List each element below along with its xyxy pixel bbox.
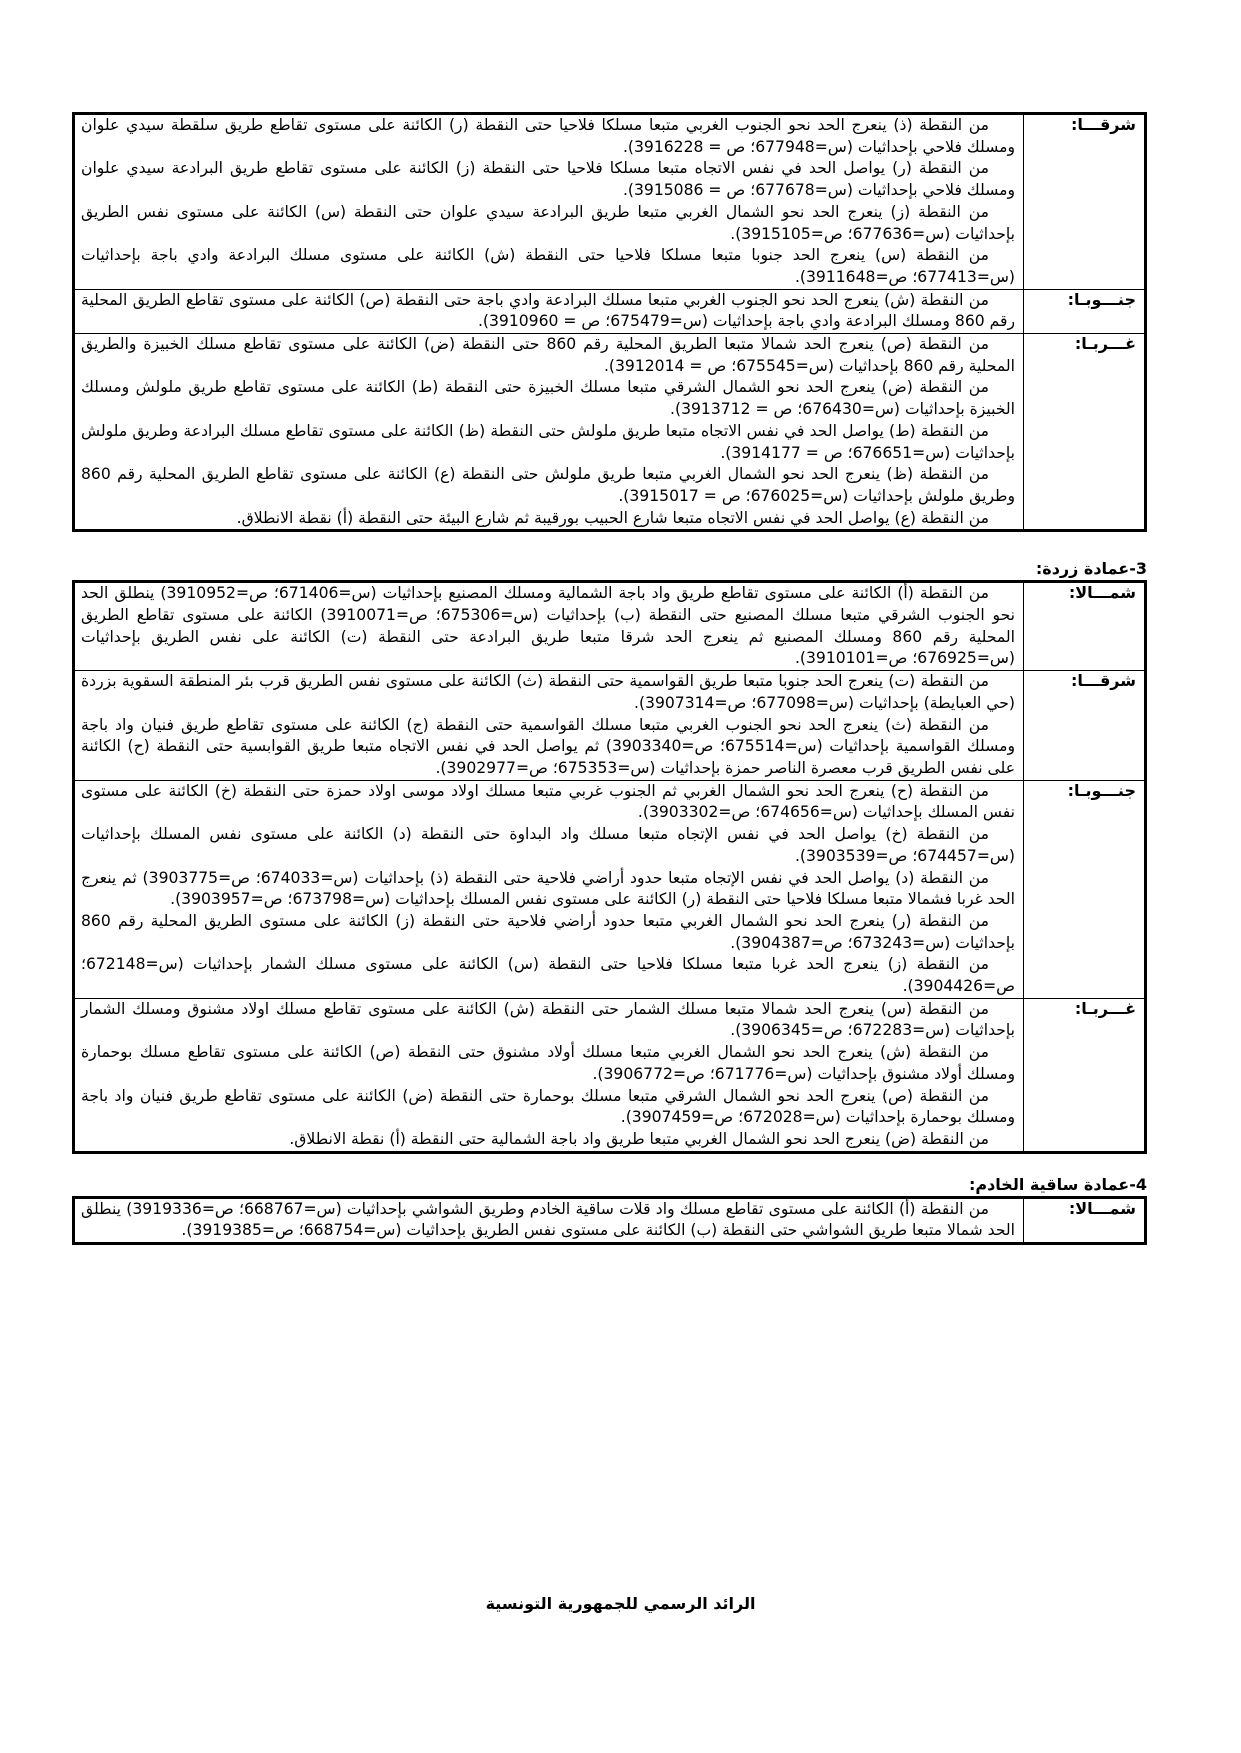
direction-label: جنـــوبـا: [1024, 289, 1146, 333]
boundary-paragraph: من النقطة (س) ينعرج الحد جنوبا متبعا مسلكا فلاحيا حتى النقطة (ش) الكائنة على مستوى مسلك البرادعة وادي باجة بإحداثيات (س=677413؛ ص=3911648). [81, 246, 1015, 286]
boundary-paragraph: من النقطة (ت) ينعرج الحد جنوبا متبعا طريق القواسمية حتى النقطة (ث) الكائنة على مستوى نفس الطريق قرب بئر المنطقة السقوية بزردة (حي العبايطة) بإحداثيات (س=677098؛ ص=3907314). [81, 672, 1015, 712]
boundary-row [74, 114, 1146, 290]
boundary-paragraph: من النقطة (ح) ينعرج الحد نحو الشمال الغربي ثم الجنوب غربي متبعا مسلك اولاد موسى اولاد حمزة حتى النقطة (خ) الكائنة على مستوى نفس المسلك بإحداثيات (س=674656؛ ص=3903302). [81, 781, 1015, 822]
direction-label: جنـــوبـا: [1024, 780, 1146, 998]
boundary-paragraph: من النقطة (أ) الكائنة على مستوى تقاطع مسلك واد قلات ساقية الخادم وطريق الشواشي بإحداثيات (س=668767؛ ص=3919336) ينطلق الحد شمالا متبعا طريق الشواشي حتى النقطة (ب) الكائنة على مستوى نفس الطريق بإحداثيات (س=668754؛ ص=3919385). [81, 1199, 1015, 1240]
boundary-description [74, 289, 1024, 333]
boundary-paragraph: من النقطة (أ) الكائنة على مستوى تقاطع طريق واد باجة الشمالية ومسلك المصنيع بإحداثيات (س=671406؛ ص=3910952) ينطلق الحد نحو الجنوب الشرقي متبعا مسلك المصنيع حتى النقطة (ب) بإحداثيات (س=675306؛ ص=3910071) الكائنة على مستوى تقاطع الطريق المحلية رقم 860 ومسلك المصنيع ثم ينعرج الحد شرقا متبعا طريق البرادعة حتى النقطة (ت) الكائنة على نفس الطريق بإحداثيات (س=676925؛ ص=3910101). [81, 584, 1015, 668]
direction-label: غـــربـا: [1024, 998, 1146, 1152]
boundary-description [74, 334, 1024, 531]
page-content [72, 112, 1147, 1245]
direction-label: شمـــالا: [1024, 582, 1146, 671]
boundary-row [74, 289, 1146, 333]
direction-label: غـــربـا: [1024, 334, 1146, 531]
boundary-description [74, 780, 1024, 998]
boundary-paragraph: من النقطة (ص) ينعرج الحد نحو الشمال الشرقي متبعا مسلك بوحمارة حتى النقطة (ض) الكائنة على مستوى تقاطع طريق فنيان واد باجة ومسلك بوحمارة بإحداثيات (س=672028؛ ص=3907459). [81, 1086, 1015, 1127]
boundary-paragraph: من النقطة (ث) ينعرج الحد نحو الجنوب الغربي متبعا مسلك القواسمية حتى النقطة (ج) الكائنة على مستوى تقاطع طريق فنيان واد باجة ومسلك القواسمية بإحداثيات (س=675514؛ ص=3903340) ثم يواصل الحد في نفس الاتجاه متبعا طريق القوابسية حتى النقطة (ح) الكائنة على نفس الطريق قرب معصرة الناصر حمزة بإحداثيات (س=675353؛ ص=3902977). [81, 715, 1015, 777]
boundary-paragraph: من النقطة (ط) يواصل الحد في نفس الاتجاه متبعا طريق ملولش حتى النقطة (ظ) الكائنة على مستوى تقاطع مسلك البرادعة وطريق ملولش بإحداثيات (س=676651؛ ص = 3914177). [81, 421, 1015, 462]
footer-journal-title: الرائد الرسمي للجمهورية التونسية [485, 1594, 756, 1613]
boundary-paragraph: من النقطة (ظ) ينعرج الحد نحو الشمال الغربي متبعا طريق ملولش حتى النقطة (ع) الكائنة على مستوى تقاطع الطريق المحلية رقم 860 وطريق ملولش بإحداثيات (س=676025؛ ص = 3915017). [81, 465, 1015, 505]
boundary-paragraph: من النقطة (ز) ينعرج الحد غربا متبعا مسلكا فلاحيا حتى النقطة (س) الكائنة على مستوى مسلك الشمار بإحداثيات (س=672148؛ ص=3904426). [81, 955, 1015, 996]
boundary-paragraph: من النقطة (د) يواصل الحد في نفس الإتجاه متبعا حدود أراضي فلاحية حتى النقطة (ذ) بإحداثيات (س=674033؛ ص=3903775) ثم ينعرج الحد غربا فشمالا متبعا مسلكا فلاحيا حتى النقطة (ر) الكائنة على مستوى نفس المسلك بإحداثيات (س=673798؛ ص=3903957). [81, 868, 1015, 909]
boundary-row [74, 780, 1146, 998]
boundary-paragraph: من النقطة (ش) ينعرج الحد نحو الجنوب الغربي متبعا مسلك البرادعة وادي باجة حتى النقطة (ص) الكائنة على مستوى تقاطع الطريق المحلية رقم 860 ومسلك البرادعة وادي باجة بإحداثيات (س=675479؛ ص = 3910960). [81, 290, 1015, 331]
boundary-paragraph: من النقطة (س) ينعرج الحد شمالا متبعا مسلك الشمار حتى النقطة (ش) الكائنة على مستوى تقاطع مسلك اولاد مشنوق ومسلك الشمار بإحداثيات (س=672283؛ ص=3906345). [81, 999, 1015, 1040]
boundary-paragraph: من النقطة (ض) ينعرج الحد نحو الشمال الغربي متبعا طريق واد باجة الشمالية حتى النقطة (أ) نقطة الانطلاق. [289, 1129, 989, 1148]
boundary-description [74, 582, 1024, 671]
table-section-2-end [72, 112, 1147, 532]
boundary-paragraph: من النقطة (خ) يواصل الحد في نفس الإتجاه متبعا مسلك واد البداوة حتى النقطة (د) الكائنة على مستوى نفس المسلك بإحداثيات (س=674457؛ ص=3903539). [81, 825, 1015, 865]
direction-label: شمـــالا: [1024, 1197, 1146, 1243]
boundary-row [74, 671, 1146, 781]
boundary-paragraph: من النقطة (ذ) ينعرج الحد نحو الجنوب الغربي متبعا مسلكا فلاحيا حتى النقطة (ر) الكائنة على مستوى تقاطع طريق سلقطة سيدي علوان ومسلك فلاحي بإحداثيات (س=677948؛ ص = 3916228). [81, 116, 1015, 156]
boundary-row [74, 1197, 1146, 1243]
table-section-3 [72, 580, 1147, 1153]
boundary-paragraph: من النقطة (ض) ينعرج الحد نحو الشمال الشرقي متبعا مسلك الخبيزة حتى النقطة (ط) الكائنة على مستوى تقاطع طريق ملولش ومسلك الخبيزة بإحداثيات (س=676430؛ ص = 3913712). [81, 378, 1015, 419]
boundary-description [74, 998, 1024, 1152]
boundary-paragraph: من النقطة (ر) ينعرج الحد نحو الشمال الغربي متبعا حدود أراضي فلاحية حتى النقطة (ز) الكائنة على مستوى الطريق المحلية رقم 860 بإحداثيات (س=673243؛ ص=3904387). [81, 911, 1015, 952]
boundary-row [74, 582, 1146, 671]
direction-label: شرقـــا: [1024, 671, 1146, 781]
boundary-description [74, 671, 1024, 781]
boundary-row [74, 998, 1146, 1152]
heading-section-4: 4-عمادة ساقية الخادم: [968, 1174, 1147, 1194]
boundary-paragraph: من النقطة (ر) يواصل الحد في نفس الاتجاه متبعا مسلكا فلاحيا حتى النقطة (ز) الكائنة على مستوى تقاطع طريق البرادعة سيدي علوان ومسلك فلاحي بإحداثيات (س=677678؛ ص = 3915086). [81, 159, 1015, 200]
direction-label: شرقـــا: [1024, 114, 1146, 290]
boundary-description [74, 1197, 1024, 1243]
boundary-paragraph: من النقطة (ش) ينعرج الحد نحو الشمال الغربي متبعا مسلك أولاد مشنوق حتى النقطة (ص) الكائنة على مستوى تقاطع مسلك بوحمارة ومسلك أولاد مشنوق بإحداثيات (س=671776؛ ص=3906772). [81, 1043, 1015, 1083]
boundary-paragraph: من النقطة (ع) يواصل الحد في نفس الاتجاه متبعا شارع الحبيب بورقيبة ثم شارع البيئة حتى النقطة (أ) نقطة الانطلاق. [236, 508, 989, 527]
boundary-paragraph: من النقطة (ص) ينعرج الحد شمالا متبعا الطريق المحلية رقم 860 حتى النقطة (ض) الكائنة على مستوى تقاطع مسلك الخبيزة والطريق المحلية رقم 860 بإحداثيات (س=675545؛ ص = 3912014). [81, 335, 1015, 375]
heading-section-3: 3-عمادة زردة: [1035, 559, 1147, 579]
table-section-4 [72, 1196, 1147, 1245]
boundary-description [74, 114, 1024, 290]
boundary-row [74, 334, 1146, 531]
boundary-paragraph: من النقطة (ز) ينعرج الحد نحو الشمال الغربي متبعا طريق البرادعة سيدي علوان حتى النقطة (س) الكائنة على مستوى نفس الطريق بإحداثيات (س=677636؛ ص=3915105). [81, 202, 1015, 243]
